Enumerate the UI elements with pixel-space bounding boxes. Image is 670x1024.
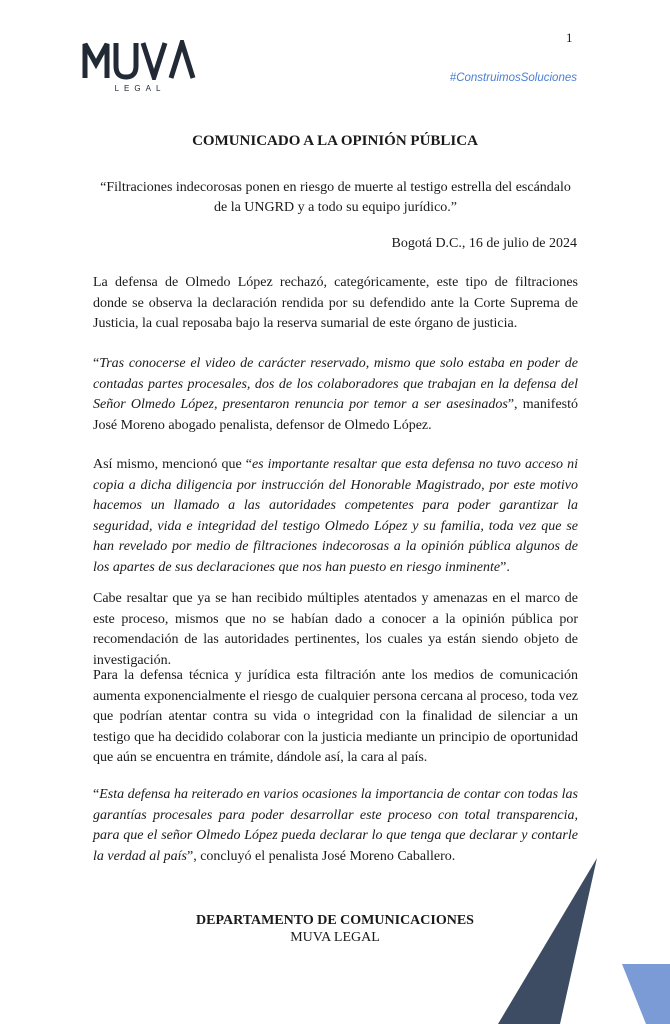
light-corner-shape	[622, 964, 670, 1024]
paragraph-2	[93, 354, 578, 436]
paragraph-3	[93, 455, 578, 578]
footer-department: DEPARTAMENTO DE COMUNICACIONES	[196, 913, 474, 928]
quote-text: Esta defensa ha reiterado en varios ocasiones la importancia de contar con todas las garantías procesales para poder desarrollar este proceso con total transparencia, para que el señor Olmedo López pueda declarar lo que tenga que declarar y contarle la verdad al país	[93, 787, 578, 864]
quote-close: ”, manifestó José Moreno abogado penalista, defensor de Olmedo López.	[93, 397, 578, 433]
muva-logo-mark-icon	[82, 40, 198, 80]
document-title: COMUNICADO A LA OPINIÓN PÚBLICA	[192, 133, 478, 149]
logo-subtitle: LEGAL	[114, 84, 166, 93]
quote-text: es importante resaltar que esta defensa no tuvo acceso ni copia a dicha diligencia por instrucción del Honorable Magistrado, por este motivo hacemos un llamado a las autoridades competentes para poder garantizar la seguridad, vida e integridad del testigo Olmedo López y su familia, toda vez que se han revelado por medio de filtraciones indecorosas a la opinión pública algunos de los apartes de sus declaraciones que nos han puesto en riesgo inminente	[93, 457, 578, 575]
paragraph-1: La defensa de Olmedo López rechazó, categóricamente, este tipo de filtraciones donde se observa la declaración rendida por su defendido ante la Corte Suprema de Justicia, la cual reposaba bajo la reserva sumarial de este órgano de justicia.	[93, 275, 578, 331]
footer-signature	[0, 912, 670, 946]
muva-legal-logo	[82, 40, 202, 96]
document-subtitle: “Filtraciones indecorosas ponen en riesgo de muerte al testigo estrella del escándalo de la UNGRD y a todo su equipo jurídico.”	[100, 180, 571, 215]
footer-organization: MUVA LEGAL	[290, 930, 380, 945]
quote-close: ”.	[500, 559, 510, 575]
paragraph-5: Para la defensa técnica y jurídica esta filtración ante los medios de comunicación aumenta exponencialmente el riesgo de cualquier persona cercana al proceso, toda vez que podrían atentar contra su vida o integridad con la finalidad de silenciar a un testigo que ha decidido colaborar con la justicia mediante un principio de oportunidad que aún se encuentra en trámite, dándole así, la cara al país.	[93, 668, 578, 765]
page-number: 1	[566, 30, 573, 45]
quote-open: “	[93, 356, 100, 371]
dateline: Bogotá D.C., 16 de julio de 2024	[391, 236, 577, 251]
paragraph-6	[93, 785, 578, 867]
paragraph-lead: Así mismo, mencionó que “	[93, 457, 252, 472]
hashtag: #ConstruimosSoluciones	[449, 72, 577, 84]
quote-open: “	[93, 787, 100, 802]
quote-close: ”, concluyó el penalista José Moreno Caballero.	[186, 848, 456, 864]
quote-text: Tras conocerse el video de carácter reservado, mismo que solo estaba en poder de contadas partes procesales, dos de los colaboradores que trabajan en la defensa del Señor Olmedo López, presentaron renuncia por temor a ser asesinados	[93, 356, 578, 412]
paragraph-4: Cabe resaltar que ya se han recibido múltiples atentados y amenazas en el marco de este proceso, mismos que no se habían dado a conocer a la opinión pública por recomendación de las autoridades pertinentes, los cuales ya están siendo objeto de investigación.	[93, 591, 578, 668]
